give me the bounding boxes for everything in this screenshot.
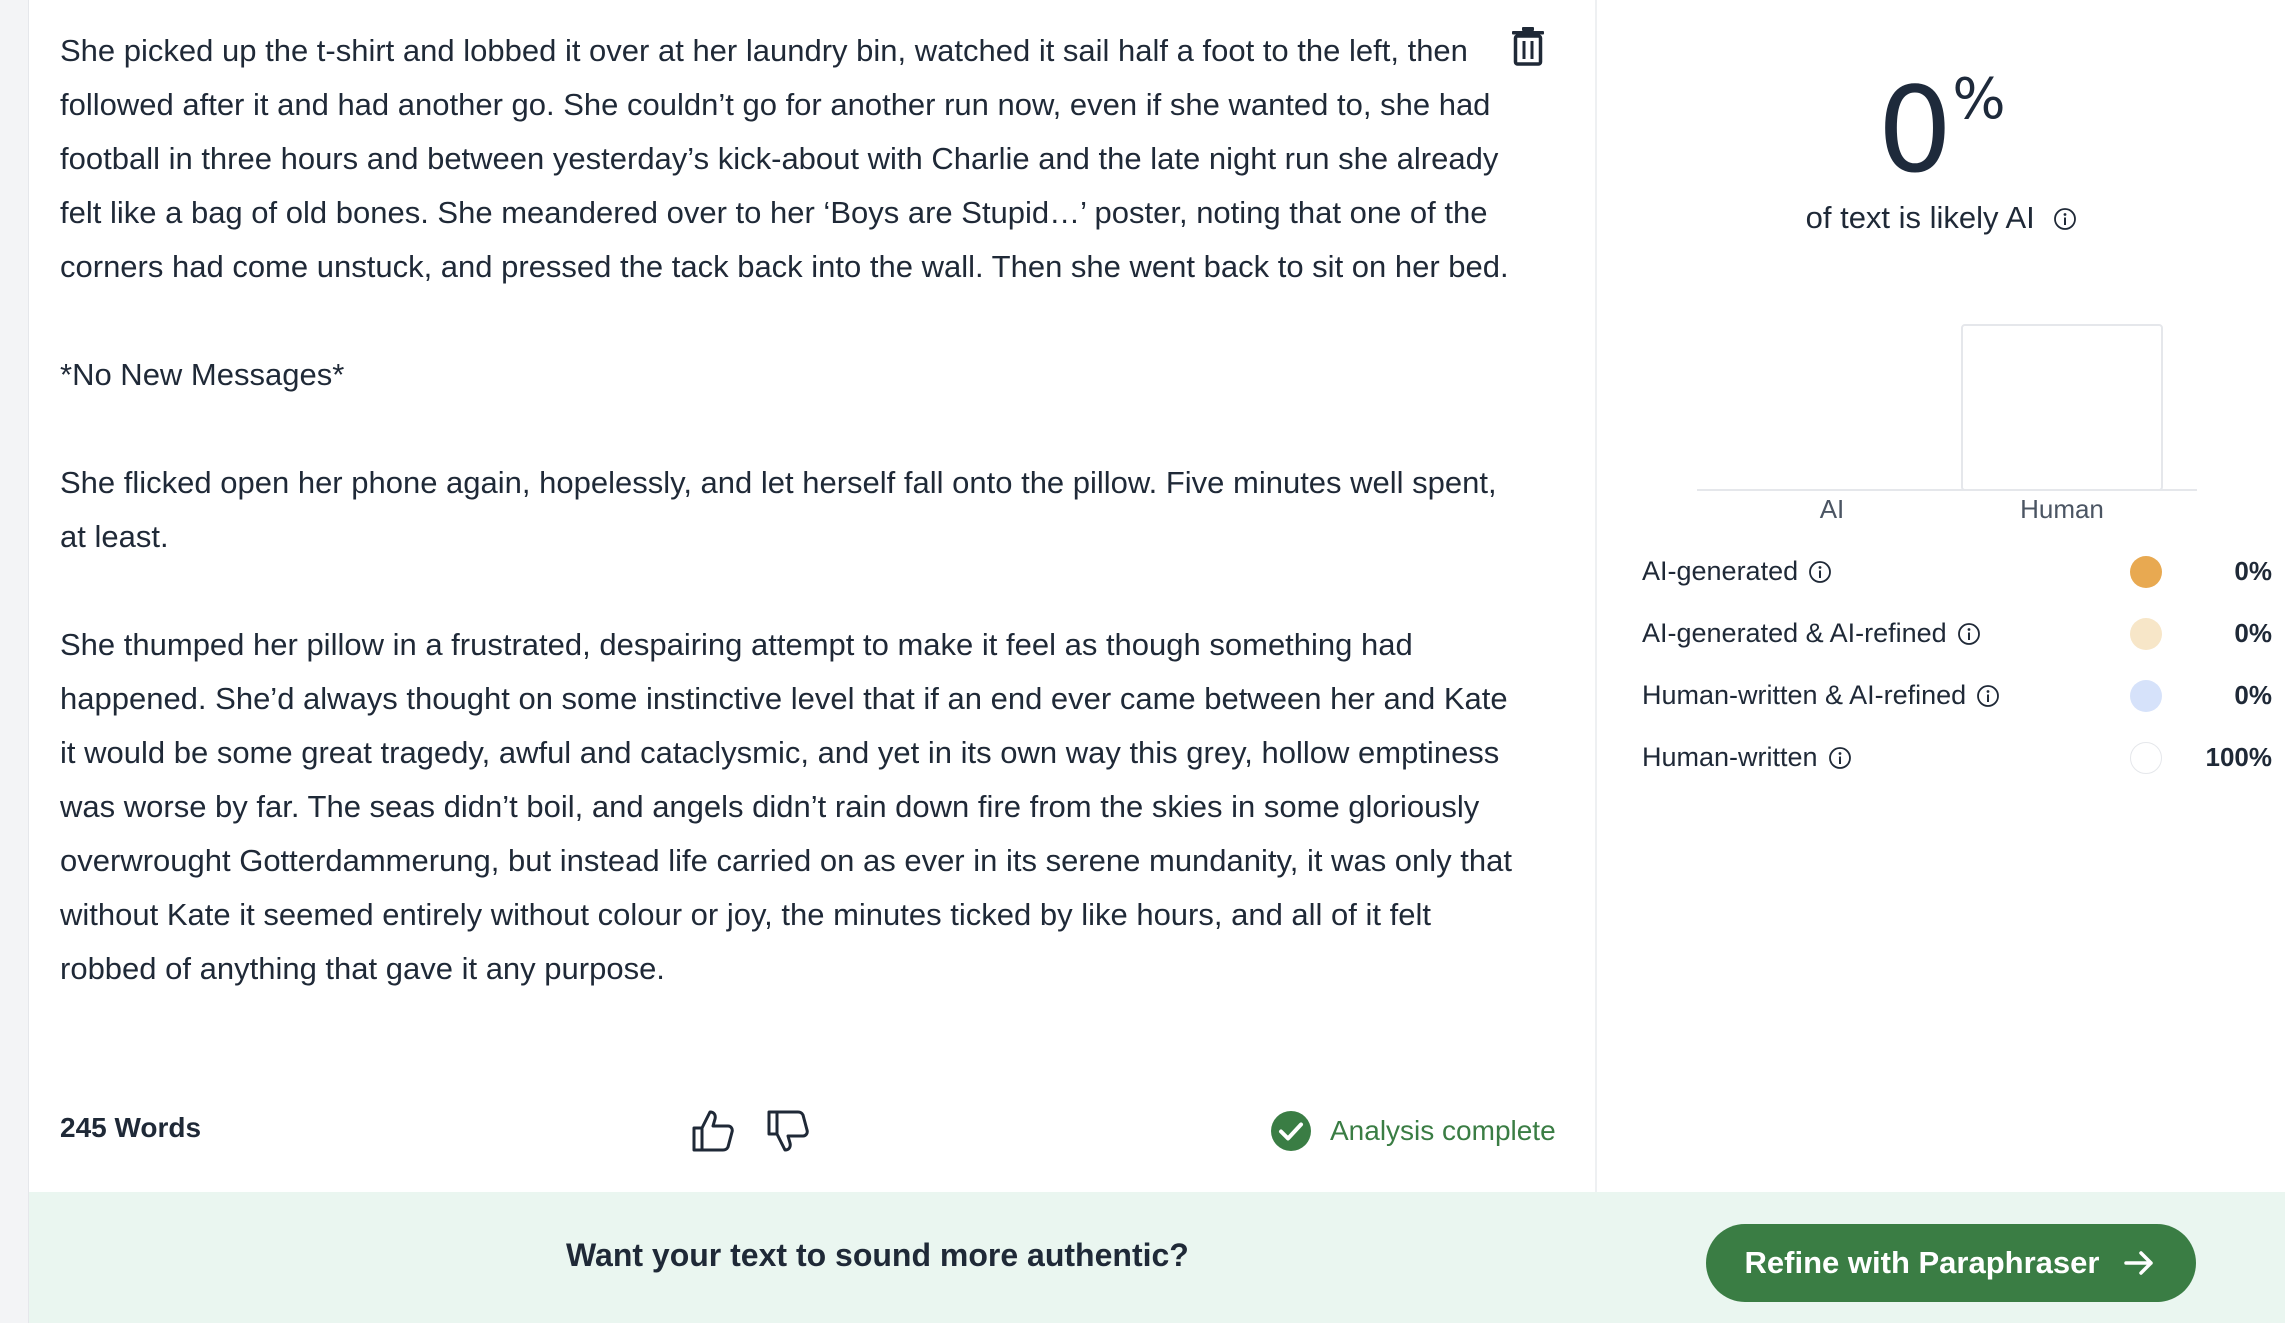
percent-sign: % [1952, 67, 2006, 132]
trash-icon[interactable] [1509, 26, 1547, 66]
chart-tick-label: AI [1819, 494, 1845, 524]
paragraph: *No New Messages* [60, 357, 345, 392]
legend-dot [2130, 742, 2162, 774]
percentage-value: 0 [1877, 61, 1953, 199]
text-editor[interactable] [29, 0, 1595, 1192]
legend-row-human-written [1642, 734, 2272, 796]
legend-row-human-written-refined [1642, 672, 2272, 734]
legend-value: 0% [2234, 618, 2272, 648]
editor-footer [60, 1100, 1570, 1160]
arrow-right-icon [2121, 1245, 2157, 1281]
caption-text: of text is likely AI [1805, 200, 2035, 235]
legend-label: Human-written [1642, 742, 1818, 772]
legend-dot [2130, 556, 2162, 588]
refine-with-paraphraser-button[interactable] [1706, 1224, 2196, 1302]
info-icon[interactable] [2053, 207, 2077, 231]
cta-bar [29, 1192, 2285, 1323]
legend-label: Human-written & AI-refined [1642, 680, 1967, 710]
chart-tick-label: Human [2020, 494, 2104, 524]
ai-percentage [1597, 60, 2285, 200]
legend-label: AI-generated [1642, 556, 1799, 586]
legend [1642, 548, 2272, 796]
paragraph: She flicked open her phone again, hopelessly, and let herself fall onto the pillow. Five minutes well spent, at least. [60, 465, 1497, 554]
legend-row-ai-generated-refined [1642, 610, 2272, 672]
legend-label: AI-generated & AI-refined [1642, 618, 1947, 648]
analysis-status [1270, 1109, 1556, 1153]
legend-dot [2130, 680, 2162, 712]
legend-value: 0% [2234, 556, 2272, 586]
cta-prompt: Want your text to sound more authentic? [566, 1237, 1189, 1273]
thumbs-up-icon[interactable] [690, 1108, 736, 1154]
percentage-caption [1597, 200, 2285, 236]
thumbs-down-icon[interactable] [765, 1108, 811, 1154]
results-panel [1597, 0, 2285, 1192]
legend-value: 0% [2234, 680, 2272, 710]
status-text: Analysis complete [1330, 1115, 1556, 1146]
info-icon[interactable] [1828, 746, 1852, 770]
cta-button-label: Refine with Paraphraser [1744, 1245, 2100, 1280]
document-text[interactable] [60, 24, 1530, 1050]
check-circle-icon [1270, 1110, 1312, 1152]
detector-card [28, 0, 2285, 1323]
ai-human-chart [1697, 285, 2197, 525]
info-icon[interactable] [1957, 622, 1981, 646]
word-count: 245 Words [60, 1112, 202, 1143]
info-icon[interactable] [1976, 684, 2000, 708]
info-icon[interactable] [1808, 560, 1832, 584]
paragraph: She thumped her pillow in a frustrated, despairing attempt to make it feel as though something had happened. She’d always thought on some instinctive level that if an end ever came between her and Kate it would be some great tragedy, awful and cataclysmic, and yet in its own way this grey, hollow emptiness was worse by far. The seas didn’t boil, and angels didn’t rain down fire from the skies in some gloriously overwrought Gotterdammerung, but instead life carried on as ever in its serene mundanity, it was only that without Kate it seemed entirely without colour or joy, the minutes ticked by like hours, and all of it felt robbed of anything that gave it any purpose. [60, 627, 1512, 986]
legend-dot [2130, 618, 2162, 650]
paragraph: She picked up the t-shirt and lobbed it over at her laundry bin, watched it sail half a foot to the left, then followed after it and had another go. She couldn’t go for another run now, even if she wanted to, she had football in three hours and between yesterday’s kick-about with Charlie and the late night run she already felt like a bag of old bones. She meandered over to her ‘Boys are Stupid…’ poster, noting that one of the corners had come unstuck, and pressed the tack back into the wall. Then she went back to sit on her bed. [60, 33, 1509, 284]
legend-row-ai-generated [1642, 548, 2272, 610]
chart-bar-human [1962, 325, 2162, 490]
legend-value: 100% [2205, 742, 2272, 772]
